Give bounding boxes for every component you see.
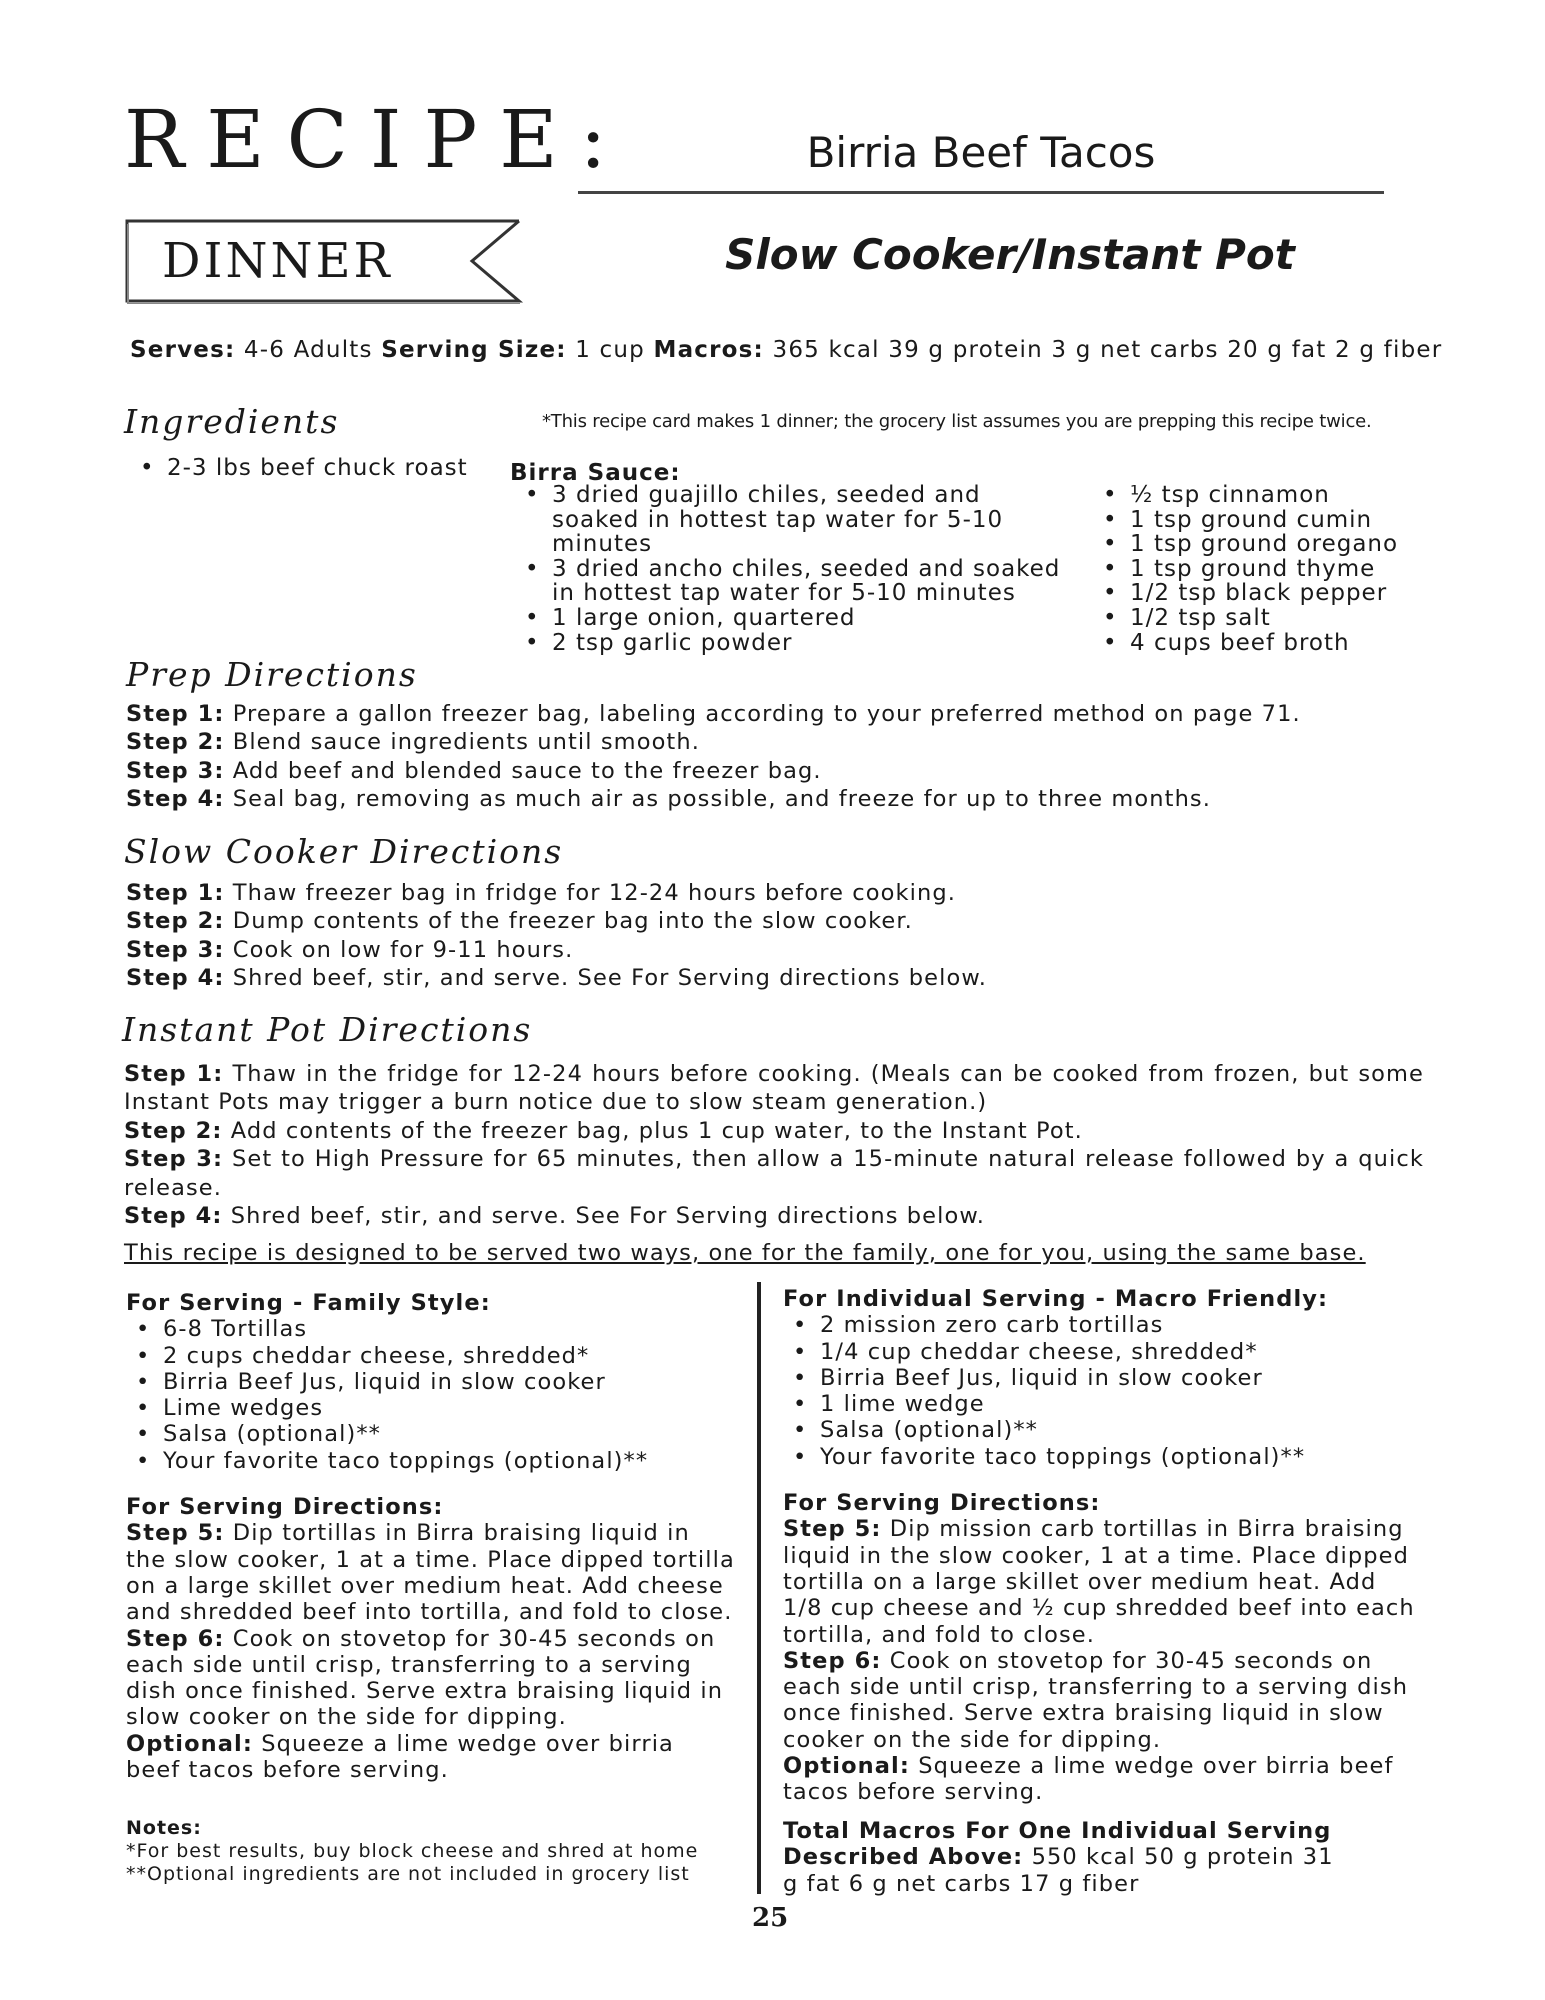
step-label: Step 2: [126,729,225,756]
step [124,1117,1424,1145]
step [126,1626,736,1731]
instant-pot-steps [124,1060,1424,1230]
cooking-method: Slow Cooker/Instant Pot [725,230,1295,279]
step-label: Step 3: [126,936,225,963]
step [124,1145,1424,1202]
sauce-ingredients-list-2 [1093,483,1513,655]
step-text: Squeeze a lime wedge over birria beef tacos before serving. [783,1753,1394,1806]
step [124,1060,1424,1117]
list-item: • 4 cups beef broth [1093,631,1513,656]
list-item: • ½ tsp cinnamon [1093,483,1513,508]
list-item: • 3 dried ancho chiles, seeded and soaked in hottest tap water for 5-10 minutes [515,557,1075,606]
list-item: • 1 lime wedge [783,1391,1423,1417]
grocery-note: *This recipe card makes 1 dinner; the grocery list assumes you are prepping this recipe twice. [542,411,1372,432]
notes-section [126,1817,746,1886]
macros-label: Macros: [653,337,764,363]
two-ways-note: This recipe is designed to be served two ways, one for the family, one for you, using the same base. [124,1240,1366,1266]
individual-serving-title: For Individual Serving - Macro Friendly: [783,1286,1329,1312]
list-item: • Your favorite taco toppings (optional)** [783,1444,1423,1470]
step-label: Optional: [126,1730,253,1757]
step-label: Step 1: [126,880,225,906]
step-label: Step 2: [126,908,225,935]
column-divider [757,1282,761,1894]
individual-serving-section [783,1286,1423,1806]
step-label: Step 5: [783,1516,882,1543]
list-item: • 6-8 Tortillas [126,1316,736,1342]
main-ingredients-list [130,455,468,481]
step [126,964,1426,992]
step-text: Thaw in the fridge for 12-24 hours before cooking. (Meals can be cooked from frozen, but some Instant Pots may trigger a burn notice due to slow steam generation.) [124,1061,1424,1116]
step-text: Blend sauce ingredients until smooth. [232,729,700,756]
list-item: • 1 tsp ground oregano [1093,532,1513,557]
list-item: • 1 large onion, quartered [515,606,1075,631]
list-item: • 1/2 tsp salt [1093,606,1513,631]
list-item: • Lime wedges [126,1395,736,1421]
prep-steps [126,700,1426,814]
step-text: Cook on low for 9-11 hours. [232,936,574,963]
list-item: • Birria Beef Jus, liquid in slow cooker [126,1369,736,1395]
family-directions-title: For Serving Directions: [126,1494,444,1521]
step [783,1753,1423,1806]
serves-label: Serves: [130,337,236,363]
list-item: • Salsa (optional)** [783,1417,1423,1443]
total-macros [783,1818,1343,1897]
step [126,728,1426,756]
slow-cooker-steps [126,879,1426,993]
step [126,1731,736,1784]
step [783,1648,1423,1753]
family-serving-section [126,1290,736,1783]
step-text: Shred beef, stir, and serve. See For Serving directions below. [230,1203,986,1230]
list-item: • Your favorite taco toppings (optional)** [126,1448,736,1474]
instant-pot-heading: Instant Pot Directions [122,1010,533,1049]
recipe-summary [130,337,1442,363]
individual-serving-list [783,1312,1423,1470]
serving-size-label: Serving Size: [381,337,567,363]
list-item: • 2-3 lbs beef chuck roast [130,455,468,481]
step-text: Set to High Pressure for 65 minutes, then allow a 15-minute natural release followed by a quick release. [124,1146,1424,1201]
step [124,1202,1424,1230]
notes-title: Notes: [126,1817,202,1839]
step-text: Thaw freezer bag in fridge for 12-24 hours before cooking. [232,880,956,906]
step [126,785,1426,813]
sauce-title: Birra Sauce: [510,460,681,486]
slow-cooker-heading: Slow Cooker Directions [124,832,564,871]
macros-value: 365 kcal 39 g protein 3 g net carbs 20 g fat 2 g fiber [772,337,1443,363]
sauce-ingredients-list-1 [515,483,1075,655]
step [783,1516,1423,1647]
serves-value: 4-6 Adults [243,337,373,363]
title-underline [578,191,1384,194]
list-item: • 2 tsp garlic powder [515,631,1075,656]
step-label: Step 1: [124,1061,224,1087]
list-item: • 1 tsp ground thyme [1093,557,1513,582]
meal-tag-label: DINNER [162,233,393,289]
step-label: Step 2: [124,1117,223,1144]
list-item: • Birria Beef Jus, liquid in slow cooker [783,1365,1423,1391]
family-serving-title: For Serving - Family Style: [126,1290,491,1316]
step-text: Add beef and blended sauce to the freezer bag. [232,757,822,784]
recipe-title: Birria Beef Tacos [806,128,1156,177]
step-text: Add contents of the freezer bag, plus 1 cup water, to the Instant Pot. [230,1117,1083,1144]
step [126,700,1426,728]
ingredients-heading: Ingredients [124,402,340,441]
step [126,907,1426,935]
list-item: • 1 tsp ground cumin [1093,508,1513,533]
step-text: Cook on stovetop for 30-45 seconds on each side until crisp, transferring to a serving dish once finished. Serve extra braising liquid in slow cooker on the side for dipping. [126,1625,724,1731]
step [126,1520,736,1625]
step-label: Step 1: [126,701,225,727]
step-label: Step 3: [126,757,225,784]
step [126,757,1426,785]
step-text: Cook on stovetop for 30-45 seconds on each side until crisp, transferring to a serving dish once finished. Serve extra braising liquid in slow cooker on the side for dipping. [783,1647,1409,1753]
step-text: Dump contents of the freezer bag into the slow cooker. [232,908,913,935]
note-item: **Optional ingredients are not included in grocery list [126,1863,690,1885]
step [126,879,1426,907]
step-text: Shred beef, stir, and serve. See For Serving directions below. [232,965,988,992]
step-label: Step 4: [126,786,225,813]
list-item: • 2 mission zero carb tortillas [783,1312,1423,1338]
list-item: • 1/2 tsp black pepper [1093,581,1513,606]
step-label: Step 6: [783,1647,882,1674]
list-item: • 2 cups cheddar cheese, shredded* [126,1343,736,1369]
list-item: • 3 dried guajillo chiles, seeded and soaked in hottest tap water for 5-10 minutes [515,483,1075,557]
step-text: Squeeze a lime wedge over birria beef tacos before serving. [126,1730,674,1784]
individual-directions-title: For Serving Directions: [783,1490,1101,1517]
step-text: Seal bag, removing as much air as possible, and freeze for up to three months. [232,786,1211,813]
step-label: Step 4: [124,1203,223,1230]
prep-heading: Prep Directions [126,655,418,694]
total-macros-value: 550 kcal 50 g protein 31 g fat 6 g net carbs 17 g fiber [783,1844,1334,1897]
step-text: Dip mission carb tortillas in Birra braising liquid in the slow cooker, 1 at a time. Place dipped tortilla on a large skillet over medium heat. Add 1/8 cup cheese and ½ cup shredded beef into each tortilla, and fold to close. [783,1516,1415,1648]
note-item: *For best results, buy block cheese and shred at home [126,1840,699,1862]
step-label: Step 5: [126,1520,225,1547]
step [126,936,1426,964]
list-item: • Salsa (optional)** [126,1421,736,1447]
step-label: Optional: [783,1753,910,1780]
step-text: Dip tortillas in Birra braising liquid in the slow cooker, 1 at a time. Place dipped tortilla on a large skillet over medium heat. Add cheese and shredded beef into tortilla, and fold to close. [126,1520,735,1626]
total-macros-label: Total Macros For One Individual Serving Described Above: [783,1818,1332,1871]
page-number: 25 [752,1903,789,1933]
step-label: Step 6: [126,1625,225,1652]
step-label: Step 4: [126,965,225,992]
serving-size-value: 1 cup [575,337,645,363]
family-serving-list [126,1316,736,1474]
step-label: Step 3: [124,1146,224,1173]
step-text: Prepare a gallon freezer bag, labeling according to your preferred method on page 71. [232,701,1301,727]
list-item: • 1/4 cup cheddar cheese, shredded* [783,1339,1423,1365]
recipe-heading: RECIPE: [124,93,629,186]
